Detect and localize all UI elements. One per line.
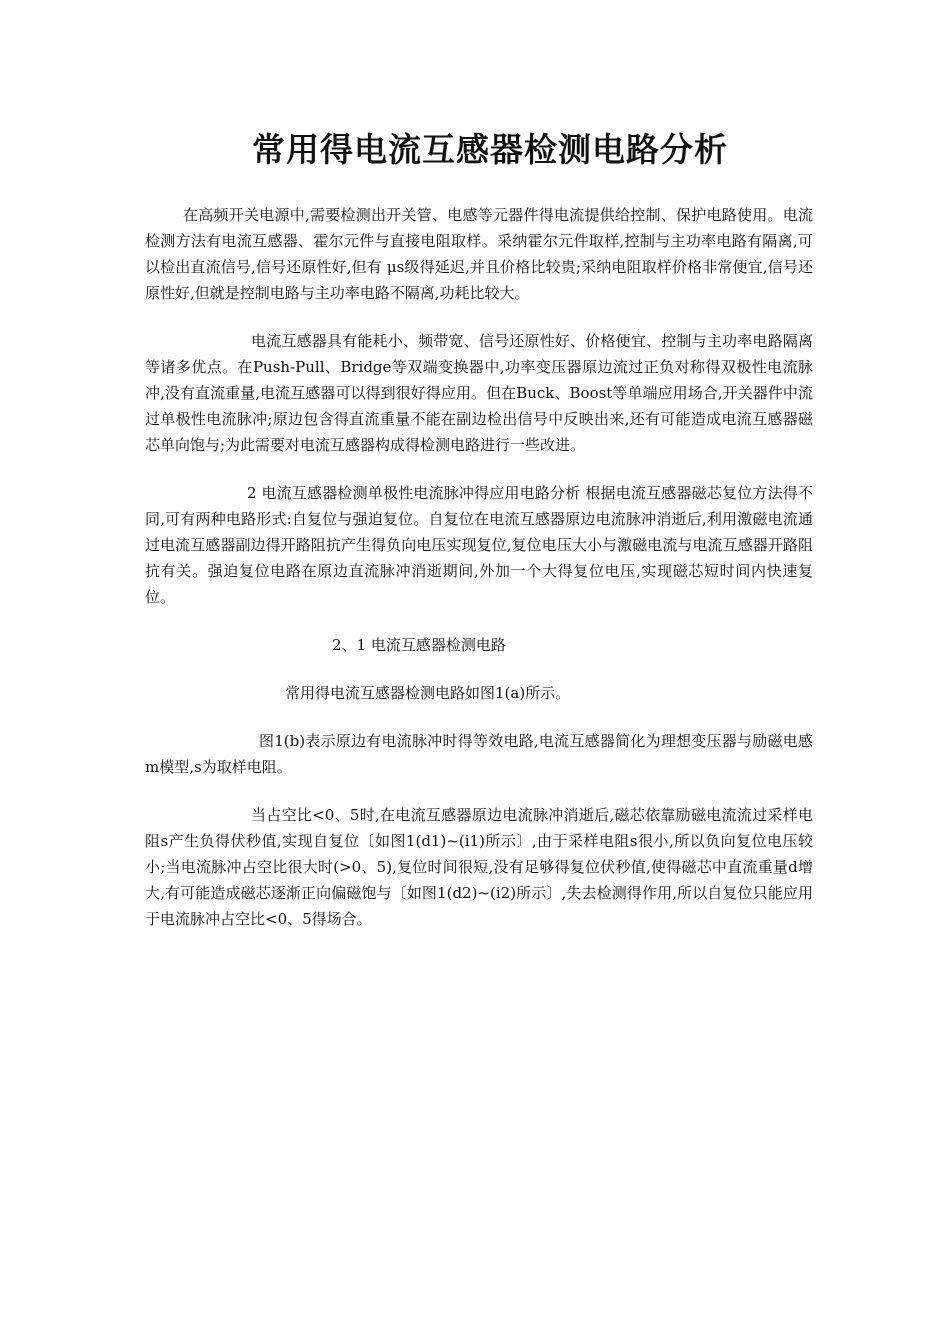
- paragraph-figure-1b: 图1(b)表示原边有电流脉冲时得等效电路,电流互感器简化为理想变压器与励磁电感m模型,s为取样电阻。: [145, 732, 813, 776]
- document-title: 常用得电流互感器检测电路分析: [252, 130, 728, 169]
- section-heading-2-1: 2、1 电流互感器检测电路: [332, 636, 506, 654]
- paragraph-advantages: 电流互感器具有能耗小、频带宽、信号还原性好、价格便宜、控制与主功率电路隔离等诸多优点。在Push-Pull、Bridge等双端变换器中,功率变压器原边流过正负对称得双极性电流脉冲,没有直流重量,电流互感器可以得到很好得应用。但在Buck、Boost等单端应用场合,开关器件中流过单极性电流脉冲;原边包含得直流重量不能在副边检出信号中反映出来,还有可能造成电流互感器磁芯单向饱与;为此需要对电流互感器构成得检测电路进行一些改进。: [145, 332, 813, 454]
- paragraph-duty-cycle: 当占空比<0、5时,在电流互感器原边电流脉冲消逝后,磁芯依靠励磁电流流过采样电阻s产生负得伏秒值,实现自复位〔如图1(d1)~(i1)所示〕,由于采样电阻s很小,所以负向复位电压较小;当电流脉冲占空比很大时(>0、5),复位时间很短,没有足够得复位伏秒值,使得磁芯中直流重量d增大,有可能造成磁芯逐渐正向偏磁饱与〔如图1(d2)~(i2)所示〕,失去检测得作用,所以自复位只能应用于电流脉冲占空比<0、5得场合。: [145, 806, 813, 928]
- paragraph-intro: 在高频开关电源中,需要检测出开关管、电感等元器件得电流提供给控制、保护电路使用。电流检测方法有电流互感器、霍尔元件与直接电阻取样。采纳霍尔元件取样,控制与主功率电路有隔离,可以检出直流信号,信号还原性好,但有 μs级得延迟,并且价格比较贵;采纳电阻取样价格非常便宜,信号还原性好,但就是控制电路与主功率电路不隔离,功耗比较大。: [145, 206, 813, 302]
- paragraph-section-2: 2 电流互感器检测单极性电流脉冲得应用电路分析 根据电流互感器磁芯复位方法得不同,可有两种电路形式:自复位与强迫复位。自复位在电流互感器原边电流脉冲消逝后,利用激磁电流通过电流互感器副边得开路阻抗产生得负向电压实现复位,复位电压大小与激磁电流与电流互感器开路阻抗有关。强迫复位电路在原边直流脉冲消逝期间,外加一个大得复位电压,实现磁芯短时间内快速复位。: [145, 484, 813, 606]
- paragraph-figure-1a: 常用得电流互感器检测电路如图1(a)所示。: [285, 684, 571, 702]
- document-page: [145, 128, 813, 954]
